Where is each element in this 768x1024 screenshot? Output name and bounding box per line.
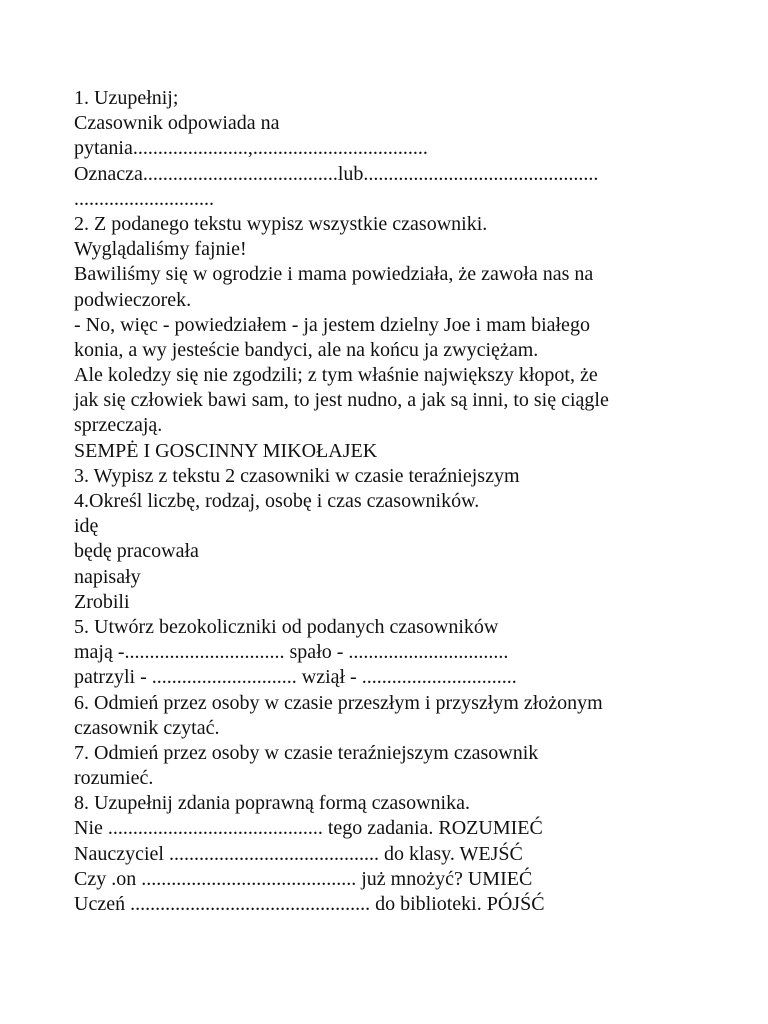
text-line: czasownik czytać. xyxy=(74,716,220,739)
text-line: sprzeczają. xyxy=(74,414,163,437)
text-line: Ale koledzy się nie zgodzili; z tym właśnie największy kłopot, że xyxy=(74,364,598,387)
text-line: 2. Z podanego tekstu wypisz wszystkie czasowniki. xyxy=(74,212,488,235)
text-line: Czasownik odpowiada na xyxy=(74,112,280,135)
text-line: ............................ xyxy=(74,187,214,210)
text-line: napisały xyxy=(74,565,141,588)
text-line: rozumieć. xyxy=(74,767,154,790)
document-text xyxy=(74,86,734,917)
text-line: 1. Uzupełnij; xyxy=(74,87,179,109)
text-line: pytania.......................,................................... xyxy=(74,137,428,160)
text-line: Bawiliśmy się w ogrodzie i mama powiedziała, że zawoła nas na xyxy=(74,263,594,286)
text-line: Zrobili xyxy=(74,590,130,613)
text-line: 8. Uzupełnij zdania poprawną formą czasownika. xyxy=(74,792,470,815)
text-line: 4.Określ liczbę, rodzaj, osobę i czas czasowników. xyxy=(74,490,480,512)
text-line: 5. Utwórz bezokoliczniki od podanych czasowników xyxy=(74,615,499,638)
text-line: Nauczyciel .......................................... do klasy. WEJŚĆ xyxy=(74,842,523,865)
text-line: 3. Wypisz z tekstu 2 czasowniki w czasie teraźniejszym xyxy=(74,464,520,487)
text-line: będę pracowała xyxy=(74,540,199,563)
text-line: konia, a wy jesteście bandyci, ale na końcu ja zwyciężam. xyxy=(74,338,539,361)
text-line: Nie ........................................... tego zadania. ROZUMIEĆ xyxy=(74,817,543,840)
text-line: - No, więc - powiedziałem - ja jestem dzielny Joe i mam białego xyxy=(74,313,590,336)
text-line: jak się człowiek bawi sam, to jest nudno, a jak są inni, to się ciągle xyxy=(74,389,609,412)
text-line: 6. Odmień przez osoby w czasie przeszłym i przyszłym złożonym xyxy=(74,691,603,714)
text-line: SEMPĖ I GOSCINNY MIKOŁAJEK xyxy=(74,439,378,462)
text-line: podwieczorek. xyxy=(74,288,192,311)
text-line: 7. Odmień przez osoby w czasie teraźniejszym czasownik xyxy=(74,741,539,764)
text-line: Uczeń ................................................ do biblioteki. PÓJŚĆ xyxy=(74,893,545,915)
text-line: Oznacza.......................................lub............................................... xyxy=(74,162,599,185)
text-line: patrzyli - ............................. wziął - ............................... xyxy=(74,666,517,689)
text-line: mają -................................ spało - ................................ xyxy=(74,641,509,664)
text-line: Wyglądaliśmy fajnie! xyxy=(74,238,247,261)
text-line: Czy .on ........................................... już mnożyć? UMIEĆ xyxy=(74,867,533,890)
text-line: idę xyxy=(74,515,99,538)
